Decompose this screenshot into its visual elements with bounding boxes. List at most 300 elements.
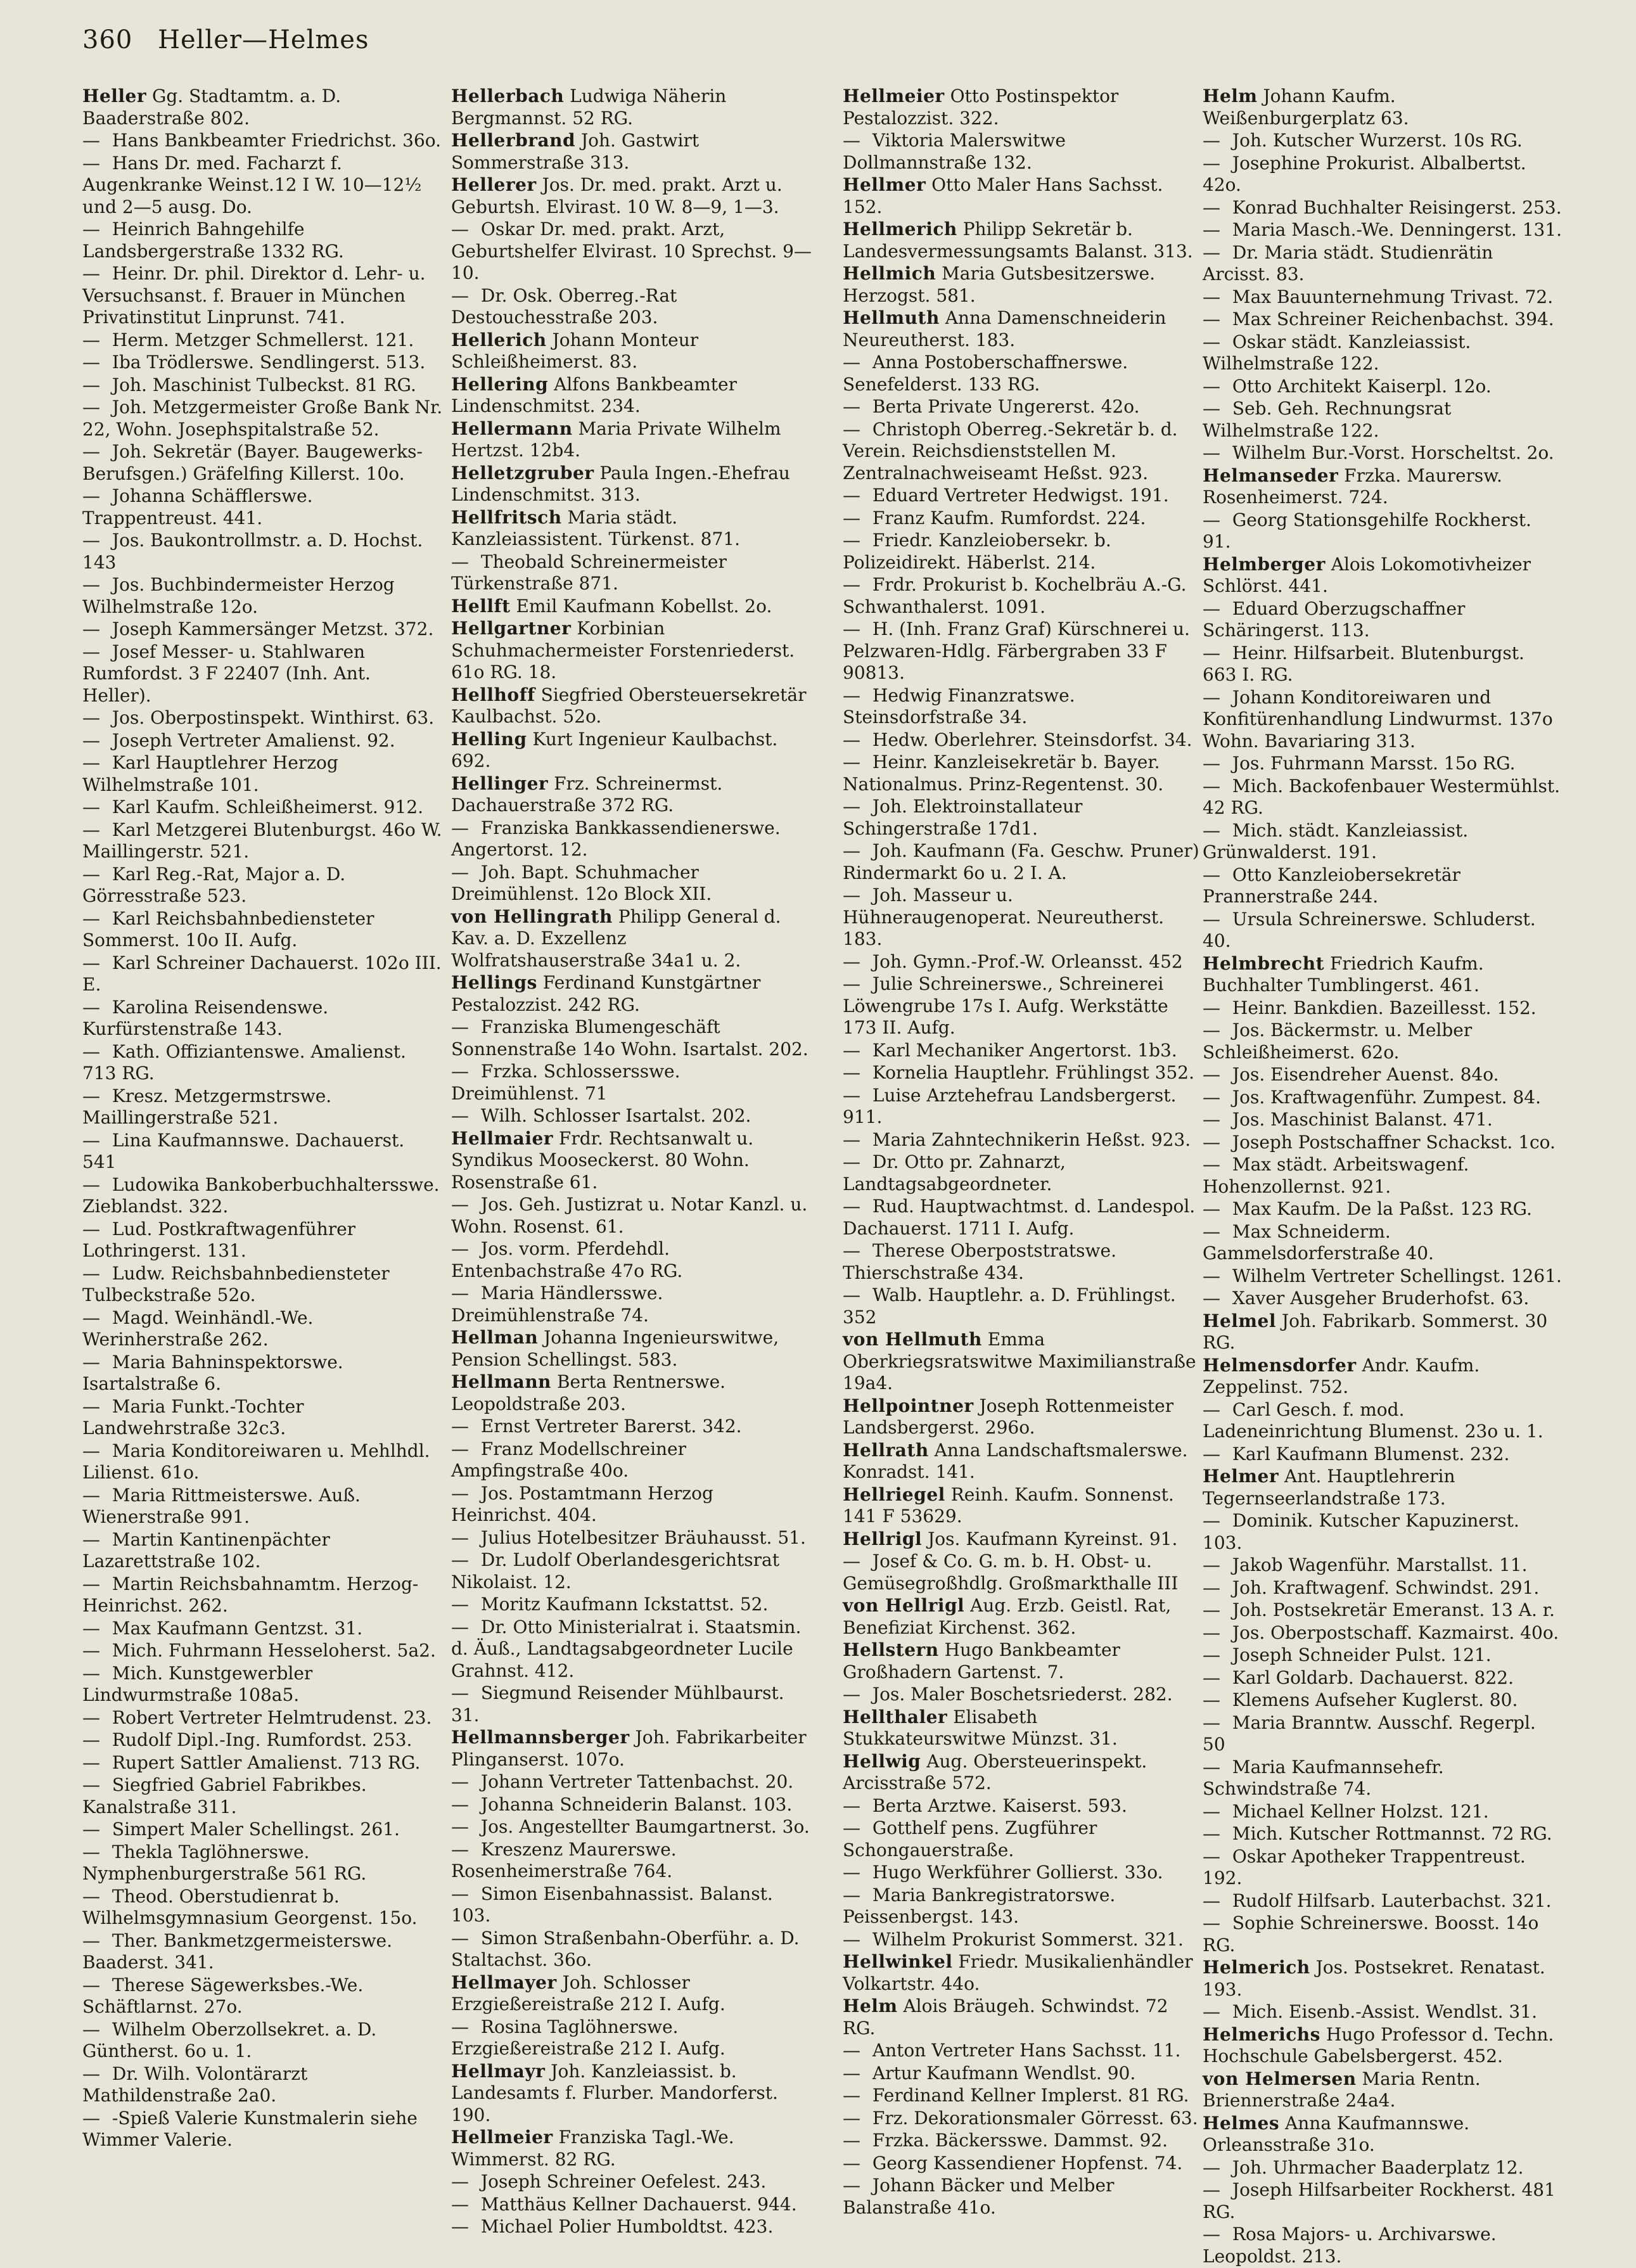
- directory-entry: [843, 174, 1204, 218]
- entry-surname: von Hellrigl: [843, 1595, 965, 1616]
- directory-entry: [82, 1975, 444, 2018]
- directory-entry: [843, 1795, 1204, 1817]
- directory-entry: [843, 973, 1204, 1039]
- directory-entry: [82, 574, 444, 618]
- directory-entry: [451, 130, 812, 174]
- entry-details: Ferdinand Kunstgärtner Pestalozzist. 242 RG.: [451, 972, 761, 1015]
- entry-details: Hedwig Finanzratswe. Steinsdorfstraße 34.: [843, 684, 1075, 727]
- entry-surname: Helmerichs: [1203, 2023, 1320, 2045]
- entry-details: Eduard Vertreter Hedwigst. 191.: [872, 485, 1169, 506]
- directory-entry: [843, 219, 1204, 262]
- ditto-dash: —: [843, 130, 860, 151]
- entry-details: Jos. Oberpostinspekt. Winthirst. 63.: [112, 707, 435, 728]
- ditto-dash: —: [1203, 1265, 1220, 1286]
- ditto-dash: —: [82, 374, 100, 395]
- ditto-dash: —: [451, 2193, 469, 2215]
- entry-details: Jos. Angestellter Baumgartnerst. 3o.: [480, 1816, 810, 1837]
- entry-details: Simon Eisenbahnassist. Balanst. 103.: [451, 1883, 773, 1926]
- entry-details: Joh. Bapt. Schuhmacher Dreimühlenst. 12o Block XII.: [451, 861, 712, 904]
- directory-entry: [843, 840, 1204, 884]
- entry-surname: Helmanseder: [1203, 464, 1339, 486]
- entry-details: Karl Kaufm. Schleißheimerst. 912.: [112, 797, 424, 817]
- ditto-dash: —: [1203, 1599, 1220, 1620]
- entry-details: Johann Kaufm. Weißenburgerplatz 63.: [1203, 86, 1409, 129]
- entry-surname: Hellfritsch: [451, 506, 562, 528]
- entry-details: Seb. Geh. Rechnungsrat Wilhelmstraße 122.: [1203, 398, 1452, 441]
- entry-details: Joseph Vertreter Amalienst. 92.: [112, 729, 395, 751]
- ditto-dash: —: [82, 2018, 100, 2040]
- ditto-dash: —: [82, 729, 100, 751]
- ditto-dash: —: [1203, 686, 1220, 708]
- ditto-dash: —: [1203, 908, 1220, 930]
- entry-details: Joseph Hilfsarbeiter Rockherst. 481 RG.: [1203, 2179, 1556, 2222]
- entry-details: Joh. Fabrikarb. Sommerst. 30 RG.: [1203, 1310, 1548, 1353]
- ditto-dash: —: [1203, 2224, 1220, 2245]
- entry-details: Franz Kaufm. Rumfordst. 224.: [872, 507, 1146, 529]
- directory-entry: [451, 1061, 812, 1105]
- directory-entry: [1203, 197, 1564, 219]
- entry-surname: Hellerbach: [451, 86, 565, 106]
- entry-details: Siegfried Gabriel Fabrikbes. Kanalstraße 311.: [82, 1774, 367, 1817]
- directory-entry: [1203, 2068, 1564, 2112]
- directory-entry: [1203, 465, 1564, 509]
- entry-details: Karl Reg.-Rat, Major a. D. Görresstraße 523.: [82, 863, 346, 906]
- ditto-dash: —: [451, 1838, 469, 1860]
- directory-entry: [451, 972, 812, 1016]
- directory-entry: [82, 1307, 444, 1351]
- ditto-dash: —: [1203, 1667, 1220, 1688]
- entry-surname: Hellwinkel: [843, 1951, 953, 1972]
- ditto-dash: —: [843, 951, 860, 972]
- ditto-dash: —: [451, 1616, 469, 1637]
- entry-details: Lina Kaufmannswe. Dachauerst. 541: [82, 1129, 405, 1172]
- entry-details: Ludw. Reichsbahnbediensteter Tulbeckstraße 52o.: [82, 1262, 390, 1305]
- ditto-dash: —: [843, 752, 860, 772]
- directory-entry: [843, 2130, 1204, 2152]
- directory-entry: [451, 551, 812, 595]
- ditto-dash: —: [82, 397, 100, 418]
- directory-entry: [843, 1285, 1204, 1328]
- entry-details: Martin Kantinenpächter Lazarettstraße 102.: [82, 1528, 330, 1572]
- directory-entry: [1203, 309, 1564, 331]
- entry-surname: Hellgartner: [451, 618, 572, 639]
- directory-entry: [451, 374, 812, 418]
- entry-surname: Hellrath: [843, 1439, 929, 1461]
- ditto-dash: —: [451, 1883, 469, 1904]
- entry-surname: von Hellmuth: [843, 1329, 982, 1350]
- entry-details: Joh. Uhrmacher Baaderplatz 12.: [1232, 2156, 1524, 2178]
- entry-details: Wilhelm Vertreter Schellingst. 1261.: [1232, 1265, 1562, 1286]
- entry-details: Ther. Bankmetzgermeisterswe. Baaderst. 341.: [82, 1930, 393, 1973]
- ditto-dash: —: [1203, 1890, 1220, 1911]
- entry-details: Mich. Kunstgewerbler Lindwurmstraße 108a5.: [82, 1662, 313, 1705]
- directory-entry: [1203, 1689, 1564, 1712]
- ditto-dash: —: [82, 263, 100, 284]
- directory-entry: [843, 396, 1204, 418]
- directory-entry: [1203, 1912, 1564, 1956]
- entry-surname: Helmensdorfer: [1203, 1354, 1357, 1376]
- entry-surname: Hellmayr: [451, 2060, 546, 2082]
- entry-surname: Hellwig: [843, 1750, 921, 1772]
- ditto-dash: —: [1203, 1689, 1220, 1710]
- directory-entry: [843, 2108, 1204, 2130]
- ditto-dash: —: [82, 1351, 100, 1373]
- directory-entry: [843, 485, 1204, 507]
- entry-details: Karl Goldarb. Dachauerst. 822.: [1232, 1667, 1514, 1688]
- entry-surname: Helling: [451, 728, 527, 750]
- entry-surname: Helm: [843, 1996, 898, 2016]
- entry-details: Carl Gesch. f. mod. Ladeneinrichtung Blumenst. 23o u. 1.: [1203, 1399, 1543, 1442]
- entry-details: Maria Branntw. Ausschf. Regerpl. 50: [1203, 1712, 1536, 1755]
- entry-surname: Helmes: [1203, 2112, 1280, 2134]
- directory-entry: [451, 285, 812, 329]
- ditto-dash: —: [1203, 997, 1220, 1018]
- ditto-dash: —: [451, 1438, 469, 1459]
- directory-entry: [843, 1085, 1204, 1129]
- ditto-dash: —: [843, 530, 860, 551]
- directory-entry: [1203, 598, 1564, 642]
- ditto-dash: —: [82, 219, 100, 240]
- directory-entry: [843, 130, 1204, 174]
- entry-details: Hans Bankbeamter Friedrichst. 36o.: [112, 130, 442, 151]
- entry-details: Johann Vertreter Tattenbachst. 20.: [480, 1771, 794, 1792]
- directory-entry: [82, 1663, 444, 1707]
- directory-entry: [82, 819, 444, 863]
- directory-entry: [451, 2194, 812, 2216]
- directory-entry: [451, 2216, 812, 2238]
- entry-details: Eduard Oberzugschaffner Schäringerst. 113.: [1203, 598, 1466, 641]
- directory-entry: [843, 419, 1204, 485]
- directory-entry: [843, 752, 1204, 795]
- entry-details: Mich. Backofenbauer Westermühlst. 42 RG.: [1203, 775, 1561, 818]
- directory-entry: [451, 1839, 812, 1883]
- entry-details: Hans Dr. med. Facharzt f. Augenkranke Weinst.12 I W. 10—12½ und 2—5 ausg. Do.: [82, 152, 422, 217]
- column-3: [843, 86, 1204, 2219]
- ditto-dash: —: [1203, 286, 1220, 307]
- entry-details: Christoph Oberreg.-Sekretär b. d. Verein. Reichsdienststellen M. Zentralnachweiseamt Heßst. 923.: [843, 418, 1178, 484]
- ditto-dash: —: [843, 485, 860, 506]
- ditto-dash: —: [1203, 1109, 1220, 1130]
- ditto-dash: —: [1203, 2001, 1220, 2022]
- ditto-dash: —: [843, 885, 860, 906]
- entry-details: Johanna Schäfflerswe. Trappentreust. 441.: [82, 485, 313, 529]
- ditto-dash: —: [451, 1793, 469, 1815]
- directory-entry: [451, 174, 812, 218]
- directory-entry: [451, 773, 812, 817]
- directory-entry: [82, 86, 444, 129]
- entry-details: Heinr. Bankdien. Bazeillesst. 152.: [1232, 997, 1537, 1018]
- directory-entry: [451, 1527, 812, 1549]
- entry-surname: Hellerich: [451, 329, 547, 350]
- ditto-dash: —: [843, 574, 860, 595]
- directory-entry: [451, 330, 812, 373]
- entry-details: Frdr. Prokurist b. Kochelbräu A.-G. Schwanthalerst. 1091.: [843, 574, 1187, 617]
- entry-surname: Hellering: [451, 373, 549, 395]
- entry-surname: Hellerbrand: [451, 130, 576, 151]
- page-number: 360: [82, 25, 133, 54]
- ditto-dash: —: [82, 152, 100, 174]
- ditto-dash: —: [82, 2107, 100, 2129]
- directory-entry: [843, 1329, 1204, 1395]
- entry-details: Josef Messer- u. Stahlwaren Rumfordst. 3 F 22407 (Inh. Ant. Heller).: [82, 641, 371, 706]
- ditto-dash: —: [843, 2152, 860, 2174]
- entry-details: Michael Polier Humboldtst. 423.: [480, 2216, 774, 2237]
- entry-details: Alois Lokomotivheizer Schlörst. 441.: [1203, 553, 1531, 596]
- ditto-dash: —: [843, 618, 860, 639]
- directory-entry: [451, 1682, 812, 1726]
- ditto-dash: —: [451, 861, 469, 883]
- entry-details: Alfons Bankbeamter Lindenschmitst. 234.: [451, 373, 738, 416]
- directory-entry: [82, 2019, 444, 2063]
- entry-details: Iba Trödlerswe. Sendlingerst. 513.: [112, 352, 426, 373]
- ditto-dash: —: [843, 973, 860, 994]
- directory-entry: [82, 730, 444, 752]
- directory-entry: [843, 2175, 1204, 2219]
- ditto-dash: —: [82, 996, 100, 1018]
- entry-details: Maria Händlersswe. Dreimühlenstraße 74.: [451, 1283, 663, 1326]
- directory-entry: [1203, 1846, 1564, 1890]
- directory-entry: [843, 951, 1204, 973]
- entry-surname: von Helmersen: [1203, 2068, 1357, 2089]
- entry-details: Jos. Kraftwagenführ. Zumpest. 84.: [1232, 1086, 1541, 1108]
- entry-details: Frz. Dekorationsmaler Görresst. 63.: [872, 2107, 1198, 2129]
- entry-details: Reinh. Kaufm. Sonnenst. 141 F 53629.: [843, 1483, 1174, 1527]
- ditto-dash: —: [1203, 1399, 1220, 1420]
- ditto-dash: —: [1203, 152, 1220, 174]
- entry-details: Jos. Bäckermstr. u. Melber Schleißheimerst. 62o.: [1203, 1020, 1473, 1063]
- entry-details: Emma Oberkriegsratswitwe Maximilianstraße 19a4.: [843, 1329, 1196, 1393]
- ditto-dash: —: [451, 1482, 469, 1504]
- entry-details: Joh. Postsekretär Emeranst. 13 A. r.: [1232, 1599, 1555, 1620]
- ditto-dash: —: [451, 1105, 469, 1126]
- directory-entry: [451, 618, 812, 684]
- ditto-dash: —: [843, 2040, 860, 2061]
- entry-details: Joh. Metzgermeister Große Bank Nr. 22, Wohn. Josephspitalstraße 52.: [82, 397, 443, 440]
- ditto-dash: —: [1203, 1554, 1220, 1575]
- ditto-dash: —: [1203, 1443, 1220, 1464]
- entry-surname: Heller: [82, 86, 147, 106]
- entry-details: Ant. Hauptlehrerin Tegernseerlandstraße 173.: [1203, 1466, 1455, 1509]
- ditto-dash: —: [843, 2062, 860, 2084]
- directory-entry: [1203, 219, 1564, 241]
- ditto-dash: —: [1203, 2179, 1220, 2200]
- directory-entry: [1203, 130, 1564, 152]
- ditto-dash: —: [82, 1041, 100, 1062]
- entry-details: Georg Stationsgehilfe Rockherst. 91.: [1203, 509, 1531, 552]
- directory-entry: [82, 1842, 444, 1885]
- entry-details: Theobald Schreinermeister Türkenstraße 871.: [451, 551, 727, 594]
- entry-surname: Hellriegel: [843, 1483, 945, 1505]
- ditto-dash: —: [451, 1549, 469, 1570]
- directory-entry: [82, 1707, 444, 1729]
- directory-entry: [82, 1640, 444, 1662]
- directory-entry: [843, 1240, 1204, 1284]
- directory-entry: [843, 796, 1204, 840]
- directory-entry: [82, 2063, 444, 2107]
- entry-details: Oskar städt. Kanzleiassist. Wilhelmstraße 122.: [1203, 331, 1471, 374]
- ditto-dash: —: [82, 574, 100, 595]
- entry-details: Maria Konditoreiwaren u. Mehlhdl. Lilienst. 61o.: [82, 1440, 430, 1483]
- entry-details: Friedr. Kanzleiobersekr. b. Polizeidirekt. Häberlst. 214.: [843, 530, 1111, 573]
- entry-details: Josephine Prokurist. Albalbertst. 42o.: [1203, 152, 1526, 195]
- directory-entry: [451, 2127, 812, 2170]
- directory-entry: [82, 1440, 444, 1484]
- directory-entry: [82, 397, 444, 440]
- ditto-dash: —: [82, 1528, 100, 1550]
- ditto-dash: —: [82, 1174, 100, 1195]
- entry-details: Jos. Baukontrollmstr. a. D. Hochst. 143: [82, 530, 423, 573]
- directory-entry: [451, 1727, 812, 1771]
- entry-details: Gg. Stadtamtm. a. D. Baaderstraße 802.: [82, 86, 342, 129]
- entry-details: Joseph Schneider Pulst. 121.: [1232, 1644, 1492, 1665]
- directory-entry: [82, 530, 444, 573]
- entry-details: Jos. vorm. Pferdehdl. Entenbachstraße 47o RG.: [451, 1238, 683, 1281]
- entry-details: Frdr. Rechtsanwalt u. Syndikus Mooseckerst. 80 Wohn. Rosenstraße 61.: [451, 1127, 754, 1193]
- entry-details: Johann Monteur Schleißheimerst. 83.: [451, 329, 699, 372]
- entry-details: Otto Architekt Kaiserpl. 12o.: [1232, 375, 1492, 397]
- ditto-dash: —: [82, 130, 100, 151]
- ditto-dash: —: [843, 1884, 860, 1906]
- entry-details: Kresz. Metzgermstrswe. Maillingerstraße 521.: [82, 1085, 332, 1128]
- entry-details: Josef & Co. G. m. b. H. Obst- u. Gemüsegroßhdlg. Großmarkthalle III: [843, 1551, 1179, 1594]
- directory-entry: [843, 1951, 1204, 1995]
- entry-details: Kath. Offiziantenswe. Amalienst. 713 RG.: [82, 1041, 406, 1084]
- entry-details: Joh. Masseur u. Hühneraugenoperat. Neureutherst. 183.: [843, 885, 1165, 949]
- entry-details: Rupert Sattler Amalienst. 713 RG.: [112, 1752, 421, 1773]
- entry-details: Oskar Apotheker Trappentreust. 192.: [1203, 1845, 1526, 1888]
- entry-details: Heinr. Hilfsarbeit. Blutenburgst. 663 I. RG.: [1203, 642, 1524, 685]
- ditto-dash: —: [1203, 309, 1220, 330]
- entry-surname: Hellft: [451, 595, 511, 617]
- directory-entry: [843, 1885, 1204, 1928]
- entry-details: Thekla Taglöhnerswe. Nymphenburgerstraße 561 RG.: [82, 1841, 367, 1884]
- entry-details: Robert Vertreter Helmtrudenst. 23.: [112, 1707, 432, 1728]
- entry-surname: Hellmaier: [451, 1127, 554, 1149]
- entry-details: Moritz Kaufmann Ickstattst. 52.: [480, 1594, 769, 1615]
- entry-details: Heinr. Kanzleisekretär b. Bayer. Nationalmus. Prinz-Regentenst. 30.: [843, 752, 1164, 795]
- entry-surname: Hellmerich: [843, 219, 957, 240]
- entry-details: Sophie Schreinerswe. Boosst. 14o RG.: [1203, 1912, 1539, 1956]
- directory-entry: [843, 1707, 1204, 1750]
- entry-surname: Hellrigl: [843, 1528, 923, 1549]
- directory-entry: [451, 219, 812, 285]
- ditto-dash: —: [843, 2107, 860, 2129]
- ditto-dash: —: [451, 1283, 469, 1304]
- ditto-dash: —: [82, 1085, 100, 1106]
- directory-entry: [843, 1440, 1204, 1483]
- directory-entry: [843, 1196, 1204, 1240]
- directory-entry: [1203, 398, 1564, 442]
- directory-entry: [82, 130, 444, 152]
- ditto-dash: —: [843, 1817, 860, 1838]
- directory-entry: [1203, 1355, 1564, 1399]
- directory-entry: [1203, 1288, 1564, 1310]
- directory-entry: [1203, 1801, 1564, 1823]
- entry-details: Luise Arztehefrau Landsbergerst. 911.: [843, 1084, 1177, 1127]
- entry-details: Rudolf Dipl.-Ing. Rumfordst. 253.: [112, 1729, 412, 1750]
- directory-entry: [82, 1930, 444, 1974]
- ditto-dash: —: [1203, 1756, 1220, 1778]
- ditto-dash: —: [82, 797, 100, 817]
- entry-surname: Hellhoff: [451, 684, 535, 705]
- directory-entry: [451, 2016, 812, 2060]
- entry-details: Joh. Kaufmann (Fa. Geschw. Pruner) Rindermarkt 6o u. 2 I. A.: [843, 840, 1199, 883]
- entry-surname: Hellman: [451, 1327, 539, 1348]
- ditto-dash: —: [1203, 219, 1220, 240]
- ditto-dash: —: [1203, 1644, 1220, 1665]
- directory-entry: [451, 1972, 812, 2016]
- directory-entry: [451, 1416, 812, 1438]
- ditto-dash: —: [82, 352, 100, 373]
- directory-entry: [1203, 286, 1564, 309]
- directory-entry: [82, 1174, 444, 1218]
- directory-entry: [1203, 331, 1564, 375]
- ditto-dash: —: [82, 485, 100, 506]
- entry-surname: Hellmich: [843, 263, 936, 284]
- entry-details: Joh. Kraftwagenf. Schwindst. 291.: [1232, 1577, 1540, 1598]
- directory-entry: [82, 1752, 444, 1774]
- column-2: [451, 86, 812, 2239]
- ditto-dash: —: [1203, 509, 1220, 530]
- entry-details: Karl Schreiner Dachauerst. 102o III. E.: [82, 952, 442, 995]
- entry-details: Rosa Majors- u. Archivarswe. Leopoldst. 213.: [1203, 2224, 1497, 2267]
- ditto-dash: —: [1203, 775, 1220, 797]
- entry-details: Max Schneiderm. Gammelsdorferstraße 40.: [1203, 1220, 1434, 1264]
- entry-details: Kornelia Hauptlehr. Frühlingst 352.: [872, 1062, 1195, 1083]
- entry-details: Aug. Obersteuerinspekt. Arcisstraße 572.: [843, 1750, 1147, 1793]
- entry-details: Ludwiga Näherin Bergmannst. 52 RG.: [451, 86, 727, 129]
- directory-entry: [843, 574, 1204, 618]
- directory-entry: [82, 1774, 444, 1818]
- directory-entry: [1203, 1221, 1564, 1265]
- directory-entry: [1203, 1757, 1564, 1800]
- directory-entry: [451, 1283, 812, 1326]
- entry-details: Emil Kaufmann Kobellst. 2o.: [516, 595, 772, 617]
- ditto-dash: —: [1203, 1220, 1220, 1242]
- entry-details: Max Schreiner Reichenbachst. 394.: [1232, 309, 1554, 330]
- entry-details: Berta Private Ungererst. 42o.: [872, 396, 1140, 417]
- directory-entry: [1203, 864, 1564, 908]
- entry-details: Rudolf Hilfsarb. Lauterbachst. 321.: [1232, 1890, 1552, 1911]
- entry-details: Franziska Blumengeschäft Sonnenstraße 14o Wohn. Isartalst. 202.: [451, 1016, 808, 1060]
- directory-entry: [843, 1395, 1204, 1439]
- directory-entry: [1203, 1554, 1564, 1577]
- entry-details: Max Kaufmann Gentzst. 31.: [112, 1617, 363, 1639]
- ditto-dash: —: [82, 1729, 100, 1750]
- ditto-dash: —: [1203, 1064, 1220, 1085]
- ditto-dash: —: [82, 641, 100, 662]
- ditto-dash: —: [843, 1039, 860, 1061]
- entry-details: Julius Hotelbesitzer Bräuhausst. 51.: [480, 1527, 806, 1548]
- running-head: Heller—Helmes: [158, 25, 369, 54]
- entry-details: Karl Metzgerei Blutenburgst. 46o W. Maillingerstr. 521.: [82, 819, 442, 862]
- entry-details: Dr. Otto Ministerialrat i. Staatsmin. d. Äuß., Landtagsabgeordneter Lucile Grahnst. 412.: [451, 1616, 802, 1681]
- ditto-dash: —: [451, 219, 469, 240]
- directory-entry: [843, 729, 1204, 752]
- entry-surname: Hellerer: [451, 174, 537, 195]
- directory-entry: [451, 817, 812, 861]
- ditto-dash: —: [451, 1527, 469, 1548]
- ditto-dash: —: [1203, 1198, 1220, 1219]
- ditto-dash: —: [843, 1862, 860, 1883]
- entry-details: Berta Arztwe. Kaiserst. 593.: [872, 1795, 1127, 1816]
- ditto-dash: —: [451, 1927, 469, 1949]
- ditto-dash: —: [1203, 331, 1220, 352]
- ditto-dash: —: [843, 1928, 860, 1950]
- ditto-dash: —: [1203, 1131, 1220, 1153]
- entry-details: Elisabeth Stukkateurswitwe Münzst. 31.: [843, 1706, 1118, 1749]
- entry-details: Maria städt. Kanzleiassistent. Türkenst. 871.: [451, 506, 740, 549]
